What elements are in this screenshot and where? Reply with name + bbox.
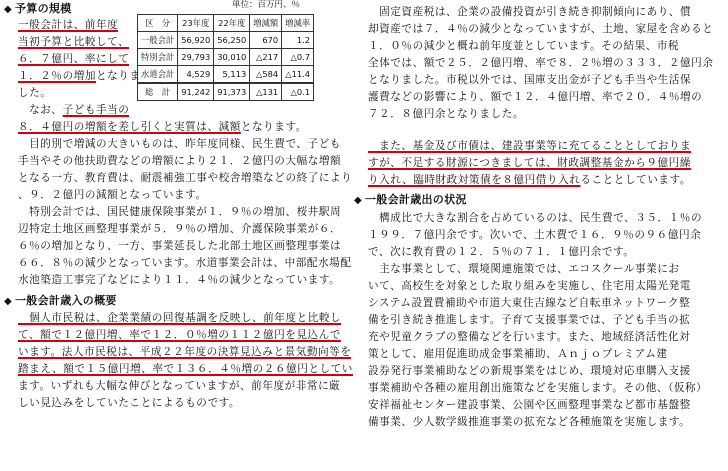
table-row-total [138, 83, 314, 101]
text-line: 当初予算と比較して、 [18, 36, 130, 48]
text-line: 固定資産税は、企業の設備投資が引き続き抑制傾向にあり、償 [368, 6, 692, 18]
text-line: 却資産では７．４％の減少となっていますが、土地、家屋を含めると [368, 23, 714, 35]
table-cell: 5,113 [214, 66, 250, 84]
text-line: すが、不足する財源につきましては、財政調整基金から９億円繰 [368, 157, 691, 169]
table-cell: △131 [250, 83, 282, 101]
text-line: 備を引き続き推進します。子育て支援事業では、子ども手当の拡 [368, 314, 691, 326]
text-line: 特別会計では、国民健康保険事業が１．９％の増加、桜井駅周 [18, 206, 342, 218]
section-heading-expenditure: ◆ 一般会計歳出の状況 [354, 193, 467, 206]
table-cell: 特別会計 [138, 49, 178, 66]
table-cell: △11.4 [282, 66, 314, 84]
text-line: り入れ、臨時財政対策債を８億円借り入れることとしています。 [368, 174, 691, 186]
table-cell: 1.2 [282, 32, 314, 49]
text-line: 、９．２億円の減額となっています。 [18, 189, 207, 201]
text-line: 主な事業として、環境関連施策では、エコスクール事業にお [368, 263, 680, 275]
text-line: 目的別で増減の大きいものは、昨年度同様、民生費で、子ども [18, 138, 341, 150]
table-header: 23年度 [178, 15, 214, 32]
table-cell: 56,920 [178, 32, 214, 49]
text-line: １９９．７億円余です。次いで、土木費で１６．９％の９６億円余 [368, 229, 702, 241]
text-line: なお、子ども手当の [18, 104, 130, 116]
text-line: また、基金及び市債は、建設事業等に充てることとしておりま [368, 140, 692, 152]
table-cell: △217 [250, 49, 282, 66]
text-line: て、額で１２億円増、率で１２．０％増の１１２億円を見込んで [18, 329, 341, 341]
section-heading-budget-scale: ◆ 予算の規模 [4, 2, 72, 15]
text-line: となる一方、教育費は、耐震補強工事や校舎増築などの終了により [18, 172, 353, 184]
table-header: 増減率 [282, 15, 314, 32]
text-line: 事業補助や各種の雇用創出施策などを実施します。その他、（仮称） [368, 382, 708, 394]
table-cell: 91,242 [178, 83, 214, 101]
diamond-bullet-icon: ◆ [4, 296, 12, 307]
diamond-bullet-icon: ◆ [354, 195, 362, 206]
text-line: システム設置費補助や市道大東住吉線など自転車ネットワーク整 [368, 297, 691, 309]
text-line: ６％の増加となり、一方、事業延長した北部土地区画整理事業は [18, 240, 342, 252]
text-line: 安祥福祉センター建設事業、公園や区画整理事業など都市基盤整 [368, 399, 691, 411]
text-line: 護費などの影響により、額で１２．４億円増、率で２０．４％増の [368, 91, 703, 103]
table-row [138, 32, 314, 49]
table-cell: 56,250 [214, 32, 250, 49]
text-line: いて、高校生を対象とした取り組みを実施し、住宅用太陽光発電 [368, 280, 691, 292]
diamond-bullet-icon: ◆ [4, 4, 12, 15]
table-cell: 91,373 [214, 83, 250, 101]
table-cell: △584 [250, 66, 282, 84]
text-line: 備事業、少人数学級推進事業の拡充など各種施策を実施します。 [368, 416, 691, 428]
table-row [138, 66, 314, 84]
text-line: 策として、雇用促進助成金事業補助、Ａｎｊｏプレミアム建 [368, 348, 668, 360]
text-line: ６．７億円、率にして [18, 53, 130, 65]
table-header: 増減額 [250, 15, 282, 32]
text-line: 辺特定土地区画整理事業が５．９％の増加、介護保険事業が６． [18, 223, 342, 235]
table-cell: △0.1 [282, 83, 314, 101]
table-cell: 一般会計 [138, 32, 178, 49]
text-line: となりました。市税以外では、国庫支出金が子ども手当や生活保 [368, 74, 692, 86]
text-line: １．０％の減少と概ね前年度並としています。その結果、市税 [368, 40, 680, 52]
text-line: ８．４億円の増額を差し引くと実質は、減額となります。 [18, 121, 307, 133]
table-cell: 総 計 [138, 83, 178, 101]
text-line: ６６．８％の減少となっています。水道事業会計は、中部配水場配 [18, 257, 352, 269]
text-line: 水池築造工事完了などにより１１．４％の減少となっています。 [18, 274, 341, 286]
table-unit-label: 単位：百万円、％ [232, 0, 301, 10]
table-cell: 水道会計 [138, 66, 178, 84]
text-line: ７２．８億円余となりました。 [368, 108, 525, 120]
text-line: 構成比で大きな割合を占めているのは、民生費で、３５．１％の [368, 212, 703, 224]
table-cell: 30,010 [214, 49, 250, 66]
table-header-row [138, 15, 314, 32]
table-header: 22年度 [214, 15, 250, 32]
text-line: した。 [18, 87, 52, 99]
text-line: で、次に教育費の１２．５％の７１．１億円余です。 [368, 246, 635, 258]
text-line: しい見込みをしていたことによるものです。 [18, 397, 241, 409]
text-line: 全体では、額で２５．２億円増、率で８．２％増の３３３．２億円余 [368, 57, 714, 69]
text-line: ます。いずれも大幅な伸びとなっていますが、前年度が非常に厳 [18, 380, 341, 392]
table-cell: 4,529 [178, 66, 214, 84]
table-cell: 29,793 [178, 49, 214, 66]
table-cell: △0.7 [282, 49, 314, 66]
text-line: １．２％の増加となりま [18, 70, 141, 82]
text-line: 一般会計は、前年度 [18, 19, 119, 31]
text-line: 個人市民税は、企業業績の回復基調を反映し、前年度と比較し [18, 312, 342, 324]
text-line: います。法人市民税は、平成２２年度の決算見込みと景気動向等を [18, 346, 352, 358]
text-line: 手当やその他扶助費などの増額により２１．２億円の大幅な増額 [18, 155, 342, 167]
text-line: 充や児童クラブの整備などを行います。また、地域経済活性化対 [368, 331, 691, 343]
budget-table [137, 14, 314, 101]
section-heading-revenue: ◆ 一般会計歳入の概要 [4, 294, 117, 307]
text-line: 設券発行事業補助などの新規事業をはじめ、環境対応車購入支援 [368, 365, 691, 377]
text-line: 踏まえ、額で１５億円増、率で１３６．４％増の２６億円としてい [18, 363, 353, 375]
table-row [138, 49, 314, 66]
table-header: 区 分 [138, 15, 178, 32]
table-cell: 670 [250, 32, 282, 49]
